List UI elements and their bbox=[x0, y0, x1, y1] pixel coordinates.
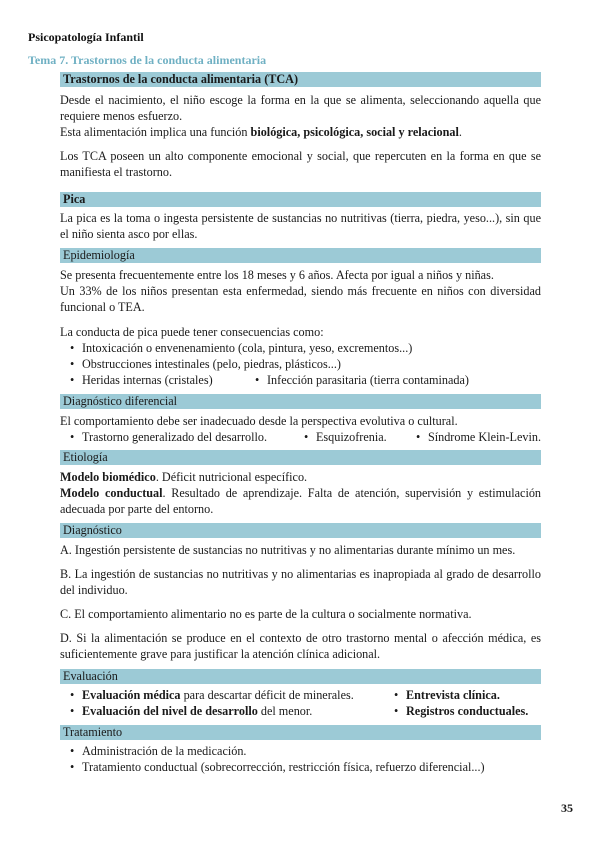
list-item: • Tratamiento conductual (sobrecorrección, restricción física, refuerzo diferencial...) bbox=[60, 759, 541, 775]
list-item: • Evaluación médica para descartar déficit de minerales. bbox=[60, 687, 384, 703]
list-item: • Registros conductuales. bbox=[384, 703, 528, 719]
diagnostico-diferencial-paragraph: El comportamiento debe ser inadecuado desde la perspectiva evolutiva o cultural. bbox=[60, 414, 458, 428]
section-header-tratamiento: Tratamiento bbox=[60, 725, 541, 740]
tca-paragraph-3: Los TCA poseen un alto componente emocional y social, que repercuten en la forma en que se manifiesta el trastorno. bbox=[60, 149, 541, 179]
criterion-a: A. Ingestión persistente de sustancias no nutritivas y no alimentarias durante mínimo un mes. bbox=[60, 543, 516, 557]
list-item: • Heridas internas (cristales) bbox=[60, 372, 245, 388]
tca-paragraph-2: Esta alimentación implica una función biológica, psicológica, social y relacional. bbox=[60, 125, 462, 139]
page-number: 35 bbox=[561, 801, 573, 815]
section-header-etiologia: Etiología bbox=[60, 450, 541, 465]
etiologia-model-2: Modelo conductual. Resultado de aprendizaje. Falta de atención, supervisión y estimulación adecuada por parte del entorno. bbox=[60, 486, 542, 516]
pica-paragraph: La pica es la toma o ingesta persistente de sustancias no nutritivas (tierra, piedra, yeso...), sin que el niño sienta asco por ellas. bbox=[60, 211, 541, 241]
tca-functions: biológica, psicológica, social y relacional bbox=[250, 125, 459, 139]
section-header-pica: Pica bbox=[60, 192, 541, 207]
evaluation-row-1 bbox=[60, 687, 541, 703]
consequences-list bbox=[60, 340, 541, 372]
evaluation-row-2 bbox=[60, 703, 541, 719]
tca-paragraph-1: Desde el nacimiento, el niño escoge la forma en la que se alimenta, seleccionando aquella que requiere menos esfuerzo. bbox=[60, 93, 541, 123]
list-item: • Trastorno generalizado del desarrollo. bbox=[60, 429, 294, 445]
epidemiologia-paragraph-1: Se presenta frecuentemente entre los 18 meses y 6 años. Afecta por igual a niños y niñas. bbox=[60, 268, 494, 282]
epidemiologia-paragraph-3: La conducta de pica puede tener consecuencias como: bbox=[60, 325, 324, 339]
criterion-d: D. Si la alimentación se produce en el contexto de otro trastorno mental o afección médica, es suficientemente grave para justificar la atención clínica adicional. bbox=[60, 631, 541, 661]
list-item: • Administración de la medicación. bbox=[60, 743, 541, 759]
page-content bbox=[60, 72, 541, 775]
section-header-diagnostico: Diagnóstico bbox=[60, 523, 541, 538]
etiologia-model-1: Modelo biomédico. Déficit nutricional específico. bbox=[60, 470, 308, 484]
chapter-title: Tema 7. Trastornos de la conducta alimentaria bbox=[28, 53, 267, 67]
list-item: • Esquizofrenia. bbox=[294, 429, 406, 445]
section-header-tca: Trastornos de la conducta alimentaria (TCA) bbox=[60, 72, 541, 87]
list-item: • Evaluación del nivel de desarrollo del menor. bbox=[60, 703, 384, 719]
list-item: • Intoxicación o envenenamiento (cola, pintura, yeso, excrementos...) bbox=[60, 340, 541, 356]
section-header-evaluacion: Evaluación bbox=[60, 669, 541, 684]
section-header-diagnostico-diferencial: Diagnóstico diferencial bbox=[60, 394, 541, 409]
list-item: • Síndrome Klein-Levin. bbox=[406, 429, 541, 445]
section-header-epidemiologia: Epidemiología bbox=[60, 248, 541, 263]
epidemiologia-paragraph-2: Un 33% de los niños presentan esta enfermedad, siendo más frecuente en niños con diversidad funcional o TEA. bbox=[60, 284, 541, 314]
criterion-c: C. El comportamiento alimentario no es parte de la cultura o socialmente normativa. bbox=[60, 607, 472, 621]
consequences-row bbox=[60, 372, 541, 388]
list-item: • Entrevista clínica. bbox=[384, 687, 500, 703]
differential-list bbox=[60, 429, 541, 445]
treatment-list bbox=[60, 743, 541, 775]
course-title: Psicopatología Infantil bbox=[28, 30, 144, 44]
criterion-b: B. La ingestión de sustancias no nutritivas y no alimentarias es inapropiada al grado de desarrollo del individuo. bbox=[60, 567, 541, 597]
list-item: • Obstrucciones intestinales (pelo, piedras, plásticos...) bbox=[60, 356, 541, 372]
list-item: • Infección parasitaria (tierra contaminada) bbox=[245, 372, 469, 388]
